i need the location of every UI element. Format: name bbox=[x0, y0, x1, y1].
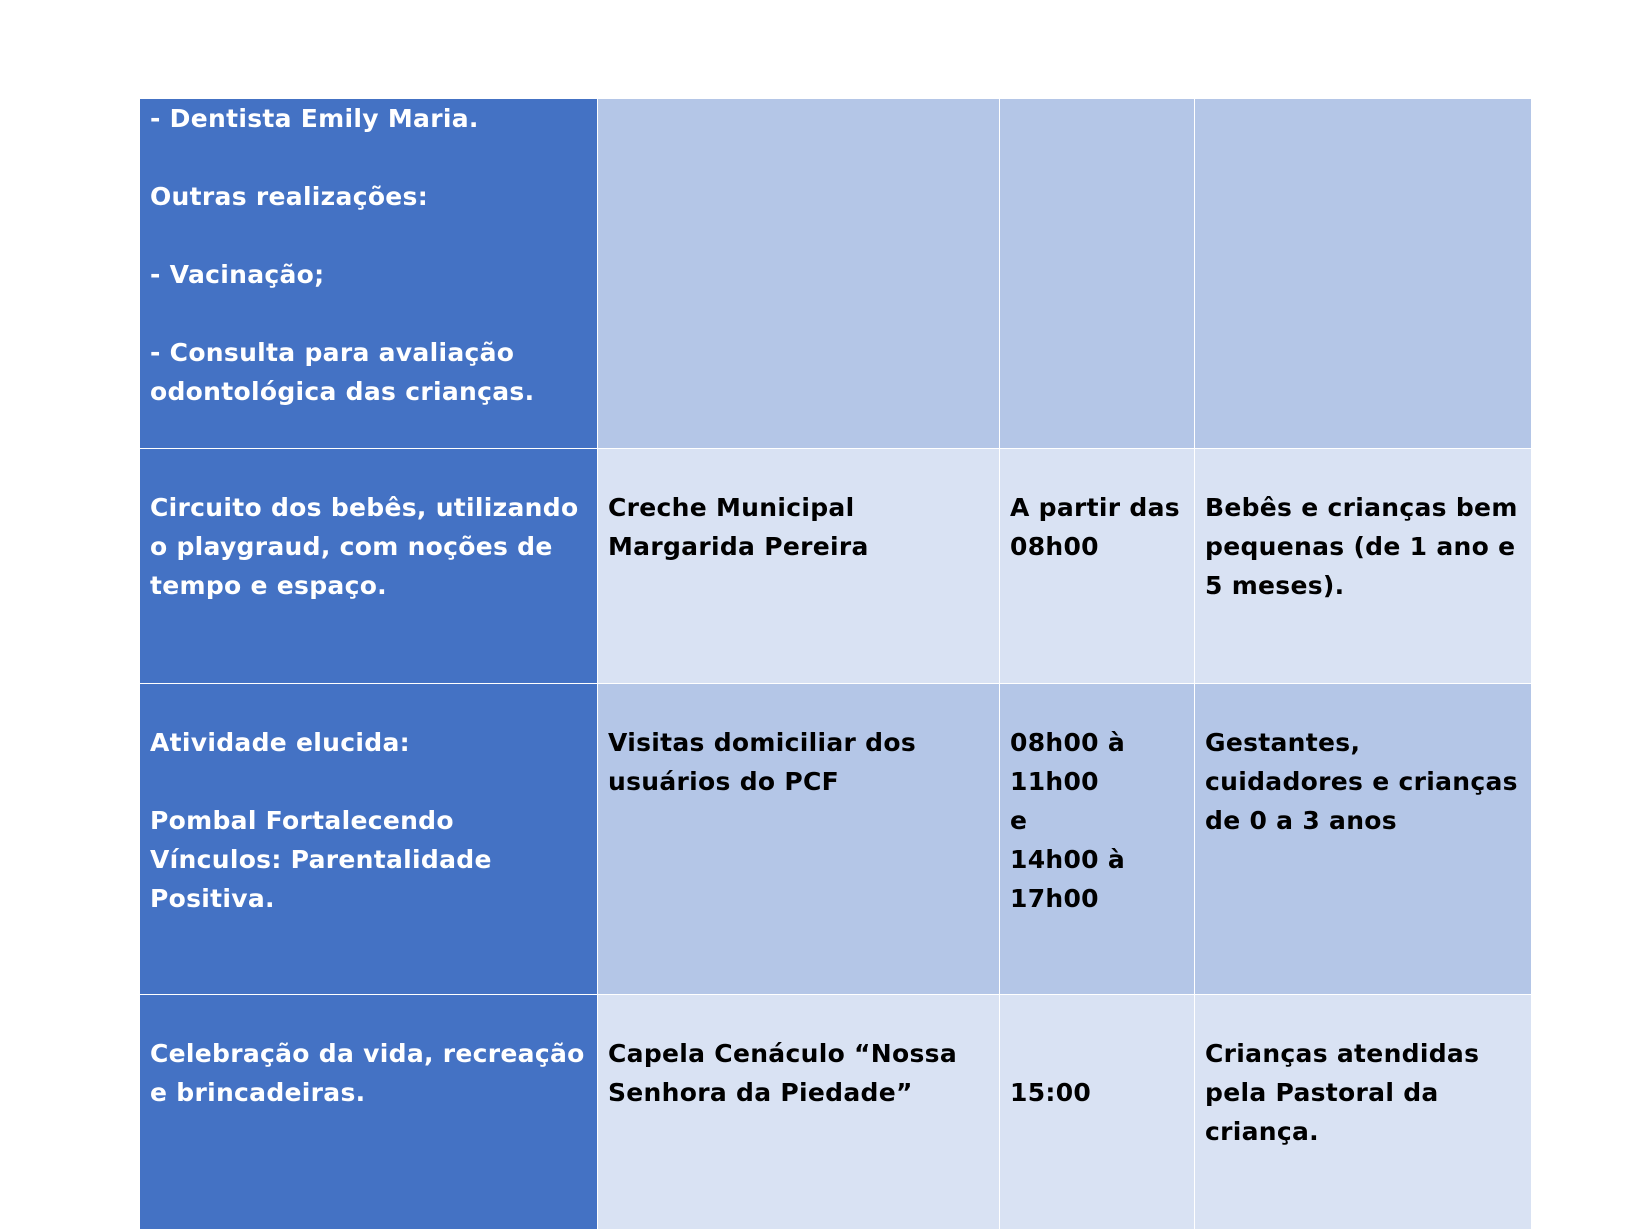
activity-cell: Celebração da vida, recreação e brincadeiras. bbox=[140, 995, 598, 1230]
location-cell: Visitas domiciliar dos usuários do PCF bbox=[598, 684, 1000, 995]
audience-cell: Crianças atendidas pela Pastoral da criança. bbox=[1195, 995, 1532, 1230]
time-cell bbox=[1000, 99, 1195, 449]
time-cell: 08h00 à 11h00 e 14h00 à 17h00 bbox=[1000, 684, 1195, 995]
table-row bbox=[140, 684, 1532, 995]
location-cell: Capela Cenáculo “Nossa Senhora da Piedade” bbox=[598, 995, 1000, 1230]
location-cell: Creche Municipal Margarida Pereira bbox=[598, 449, 1000, 684]
activity-cell: Atividade elucida: Pombal Fortalecendo Vínculos: Parentalidade Positiva. bbox=[140, 684, 598, 995]
table-row bbox=[140, 449, 1532, 684]
audience-cell bbox=[1195, 99, 1532, 449]
table-row bbox=[140, 995, 1532, 1230]
audience-cell: Gestantes, cuidadores e crianças de 0 a 3 anos bbox=[1195, 684, 1532, 995]
time-cell: A partir das 08h00 bbox=[1000, 449, 1195, 684]
time-cell: 15:00 bbox=[1000, 995, 1195, 1230]
activity-cell: Circuito dos bebês, utilizando o playgraud, com noções de tempo e espaço. bbox=[140, 449, 598, 684]
audience-cell: Bebês e crianças bem pequenas (de 1 ano e 5 meses). bbox=[1195, 449, 1532, 684]
activity-cell: - Dentista Emily Maria. Outras realizações: - Vacinação; - Consulta para avaliação odontológica das crianças. bbox=[140, 99, 598, 449]
location-cell bbox=[598, 99, 1000, 449]
table-row bbox=[140, 99, 1532, 449]
schedule-table bbox=[139, 98, 1532, 1230]
